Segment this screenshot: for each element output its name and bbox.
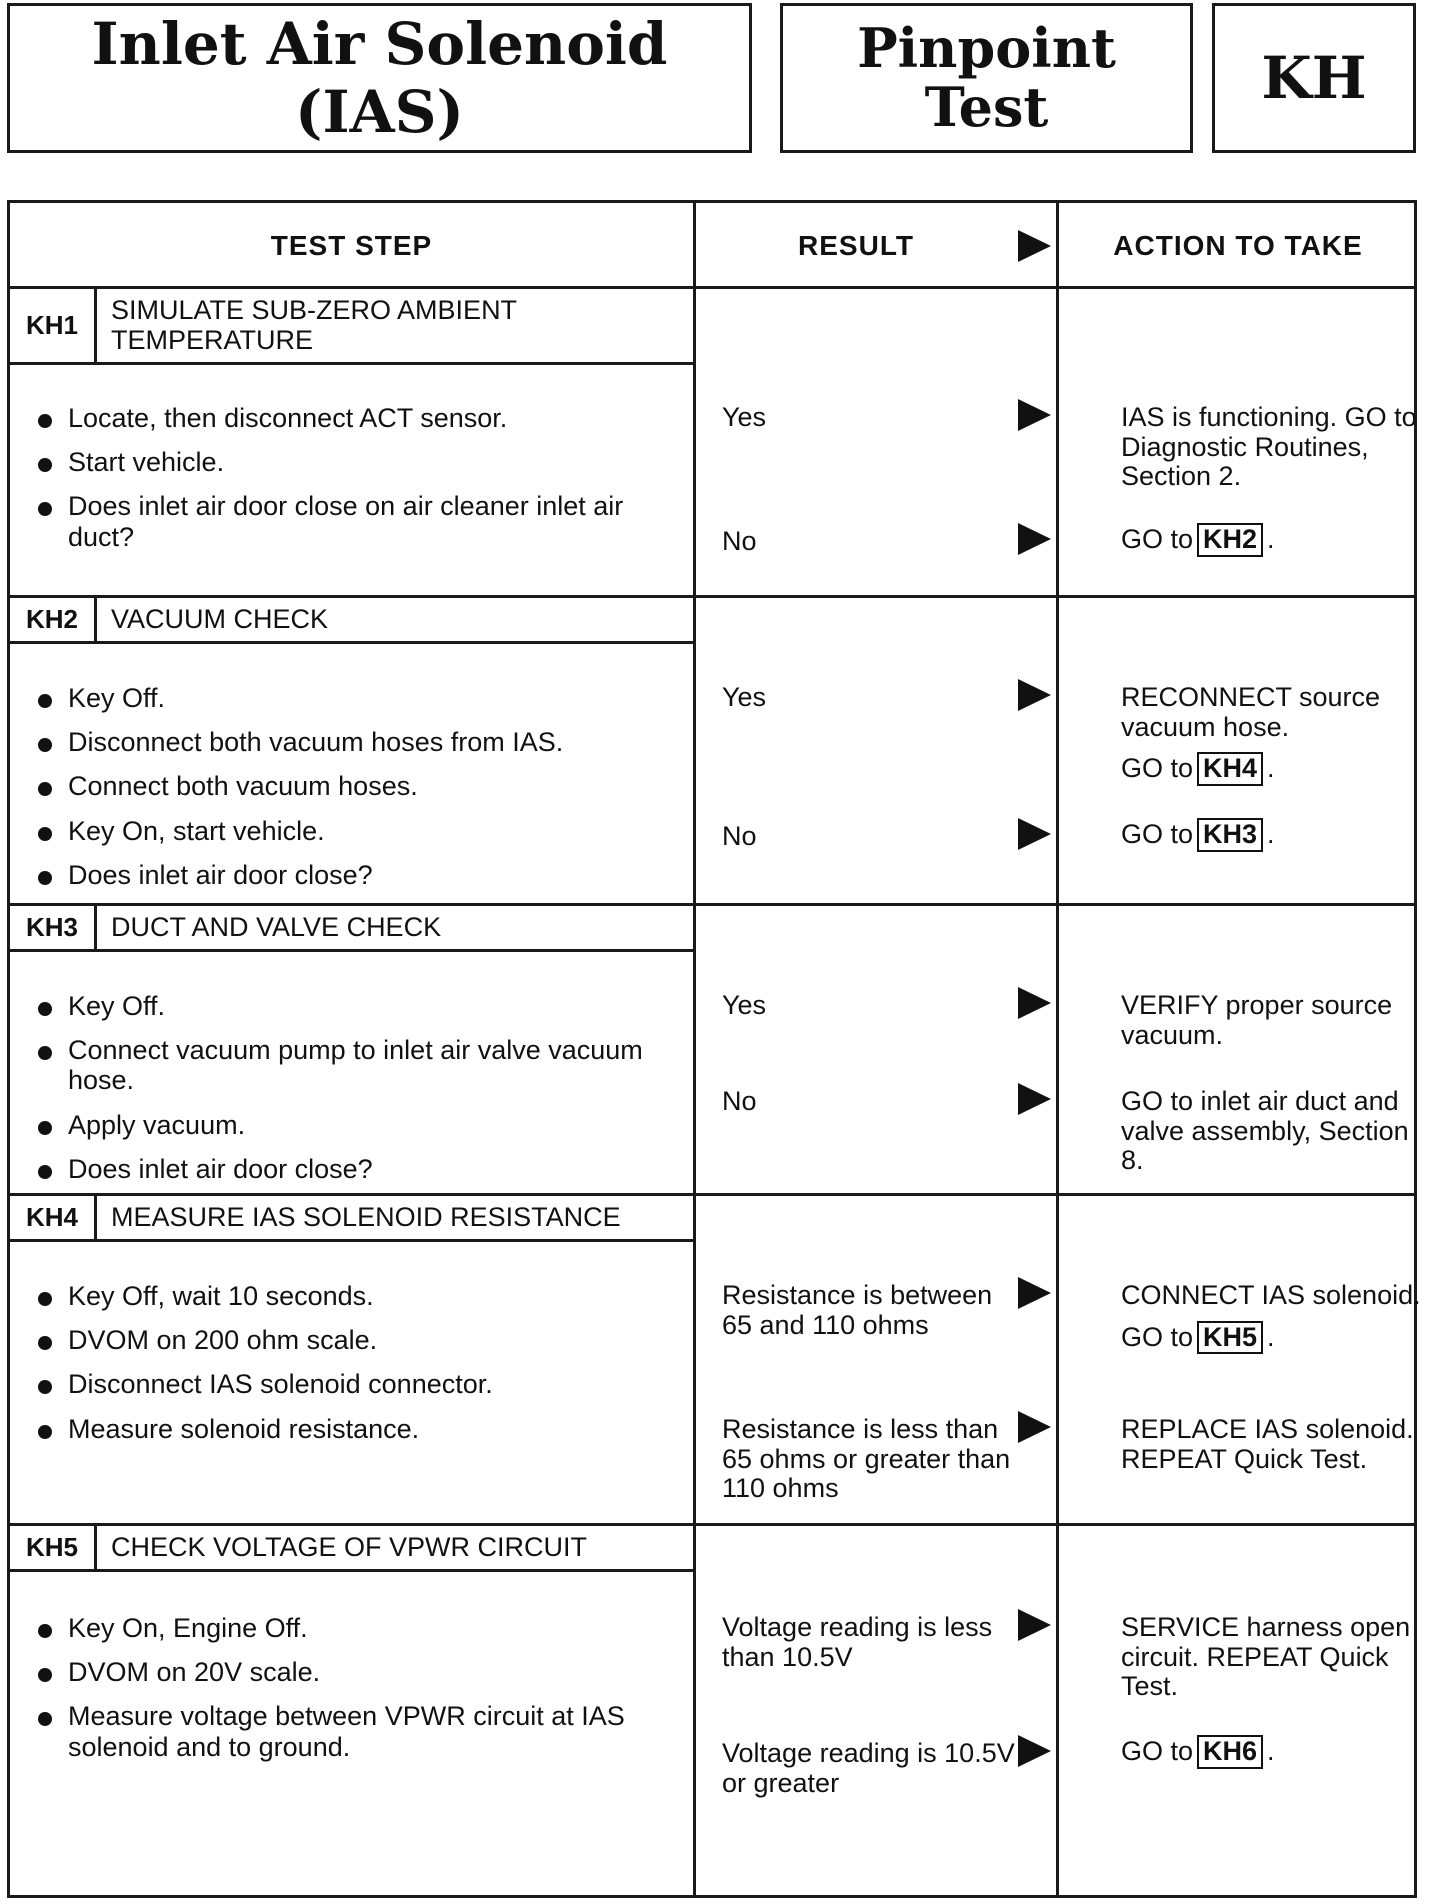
bullet-item: Start vehicle.	[38, 447, 688, 477]
action-prefix: GO to	[1121, 524, 1194, 554]
pinpoint-test-box	[780, 3, 1193, 153]
action-prefix: GO to	[1121, 819, 1194, 849]
action-text: REPLACE IAS solenoid. REPEAT Quick Test.	[1121, 1414, 1414, 1474]
action-prefix: GO to	[1121, 1321, 1194, 1352]
result-text: Yes	[722, 990, 767, 1020]
test-label: Test	[924, 75, 1049, 139]
step-ref-kh4: KH4	[1197, 752, 1263, 786]
step-title: CHECK VOLTAGE OF VPWR CIRCUIT	[97, 1526, 693, 1572]
bullet-item: Measure solenoid resistance.	[38, 1414, 688, 1444]
bullet-item: Key On, start vehicle.	[38, 816, 688, 846]
action-text	[1121, 683, 1421, 786]
bullet-item: Does inlet air door close?	[38, 860, 688, 890]
arrow-icon	[1018, 230, 1051, 262]
step-id: KH1	[10, 289, 97, 365]
pinpoint-test-table	[7, 200, 1421, 1898]
action-text	[1121, 818, 1421, 852]
test-code-box	[1212, 3, 1416, 153]
result-text: No	[722, 1086, 757, 1116]
arrow-icon	[1018, 818, 1051, 850]
arrow-icon	[1018, 1277, 1051, 1309]
step-title: MEASURE IAS SOLENOID RESISTANCE	[97, 1196, 693, 1242]
arrow-icon	[1018, 399, 1051, 431]
page-title: Inlet Air Solenoid (IAS)	[91, 10, 668, 146]
column-header-result: RESULT	[798, 229, 914, 261]
action-text: GO to inlet air duct and valve assembly, Section 8.	[1121, 1086, 1409, 1176]
action-text	[1121, 1281, 1421, 1354]
result-text: No	[722, 526, 757, 556]
action-suffix: .	[1267, 1736, 1275, 1766]
column-divider	[693, 203, 696, 1895]
bullet-item: Key Off, wait 10 seconds.	[38, 1281, 688, 1311]
step-ref-kh6: KH6	[1197, 1735, 1263, 1769]
arrow-icon	[1018, 987, 1051, 1019]
action-text: VERIFY proper source vacuum.	[1121, 990, 1393, 1050]
bullet-item: Connect both vacuum hoses.	[38, 771, 688, 801]
step-id: KH3	[10, 906, 97, 952]
step-title: SIMULATE SUB-ZERO AMBIENT TEMPERATURE	[97, 289, 693, 365]
step-bullets	[38, 1613, 688, 1776]
step-bullets	[38, 403, 688, 566]
column-header-test-step: TEST STEP	[270, 229, 433, 261]
bullet-item: Does inlet air door close on air cleaner inlet air duct?	[38, 491, 688, 551]
action-suffix: .	[1267, 819, 1275, 849]
column-divider	[1056, 203, 1059, 1895]
bullet-item: Key Off.	[38, 991, 688, 1021]
step-title: VACUUM CHECK	[97, 598, 693, 644]
bullet-item: Connect vacuum pump to inlet air valve vacuum hose.	[38, 1035, 688, 1095]
bullet-item: Measure voltage between VPWR circuit at IAS solenoid and to ground.	[38, 1701, 688, 1761]
result-text: Voltage reading is 10.5V or greater	[722, 1738, 1015, 1798]
bullet-item: DVOM on 20V scale.	[38, 1657, 688, 1687]
step-ref-kh2: KH2	[1197, 523, 1263, 557]
arrow-icon	[1018, 523, 1051, 555]
result-text: Resistance is between 65 and 110 ohms	[722, 1280, 993, 1340]
result-text: No	[722, 821, 757, 851]
result-text: Resistance is less than 65 ohms or greater than 110 ohms	[722, 1414, 1011, 1504]
bullet-item: Key On, Engine Off.	[38, 1613, 688, 1643]
bullet-item: Key Off.	[38, 683, 688, 713]
bullet-item: Disconnect both vacuum hoses from IAS.	[38, 727, 688, 757]
action-line: RECONNECT source vacuum hose.	[1121, 682, 1381, 742]
column-header-action: ACTION TO TAKE	[1113, 229, 1363, 261]
result-text: Yes	[722, 682, 767, 712]
step-id: KH4	[10, 1196, 97, 1242]
action-suffix: .	[1267, 524, 1275, 554]
action-text	[1121, 1735, 1421, 1769]
arrow-icon	[1018, 1411, 1051, 1443]
bullet-item: Does inlet air door close?	[38, 1154, 688, 1184]
bullet-item: Disconnect IAS solenoid connector.	[38, 1369, 688, 1399]
step-bullets	[38, 1281, 688, 1458]
result-text: Yes	[722, 402, 767, 432]
arrow-icon	[1018, 679, 1051, 711]
action-suffix: .	[1267, 753, 1275, 784]
action-text: SERVICE harness open circuit. REPEAT Quick Test.	[1121, 1612, 1411, 1702]
bullet-item: Apply vacuum.	[38, 1110, 688, 1140]
step-id: KH5	[10, 1526, 97, 1572]
result-text: Voltage reading is less than 10.5V	[722, 1612, 993, 1672]
action-prefix: GO to	[1121, 753, 1194, 784]
bullet-item: Locate, then disconnect ACT sensor.	[38, 403, 688, 433]
step-ref-kh5: KH5	[1197, 1321, 1263, 1355]
action-suffix: .	[1267, 1321, 1275, 1352]
pinpoint-label: Pinpoint	[857, 15, 1116, 80]
action-text: IAS is functioning. GO to Diagnostic Routines, Section 2.	[1121, 402, 1417, 492]
step-bullets	[38, 991, 688, 1198]
page-title-box	[7, 3, 752, 153]
action-prefix: GO to	[1121, 1736, 1194, 1766]
step-title: DUCT AND VALVE CHECK	[97, 906, 693, 952]
action-text	[1121, 523, 1421, 557]
bullet-item: DVOM on 200 ohm scale.	[38, 1325, 688, 1355]
step-bullets	[38, 683, 688, 904]
test-code: KH	[1261, 44, 1367, 112]
arrow-icon	[1018, 1609, 1051, 1641]
step-id: KH2	[10, 598, 97, 644]
action-line: CONNECT IAS solenoid.	[1121, 1280, 1421, 1310]
step-ref-kh3: KH3	[1197, 818, 1263, 852]
arrow-icon	[1018, 1735, 1051, 1767]
arrow-icon	[1018, 1083, 1051, 1115]
